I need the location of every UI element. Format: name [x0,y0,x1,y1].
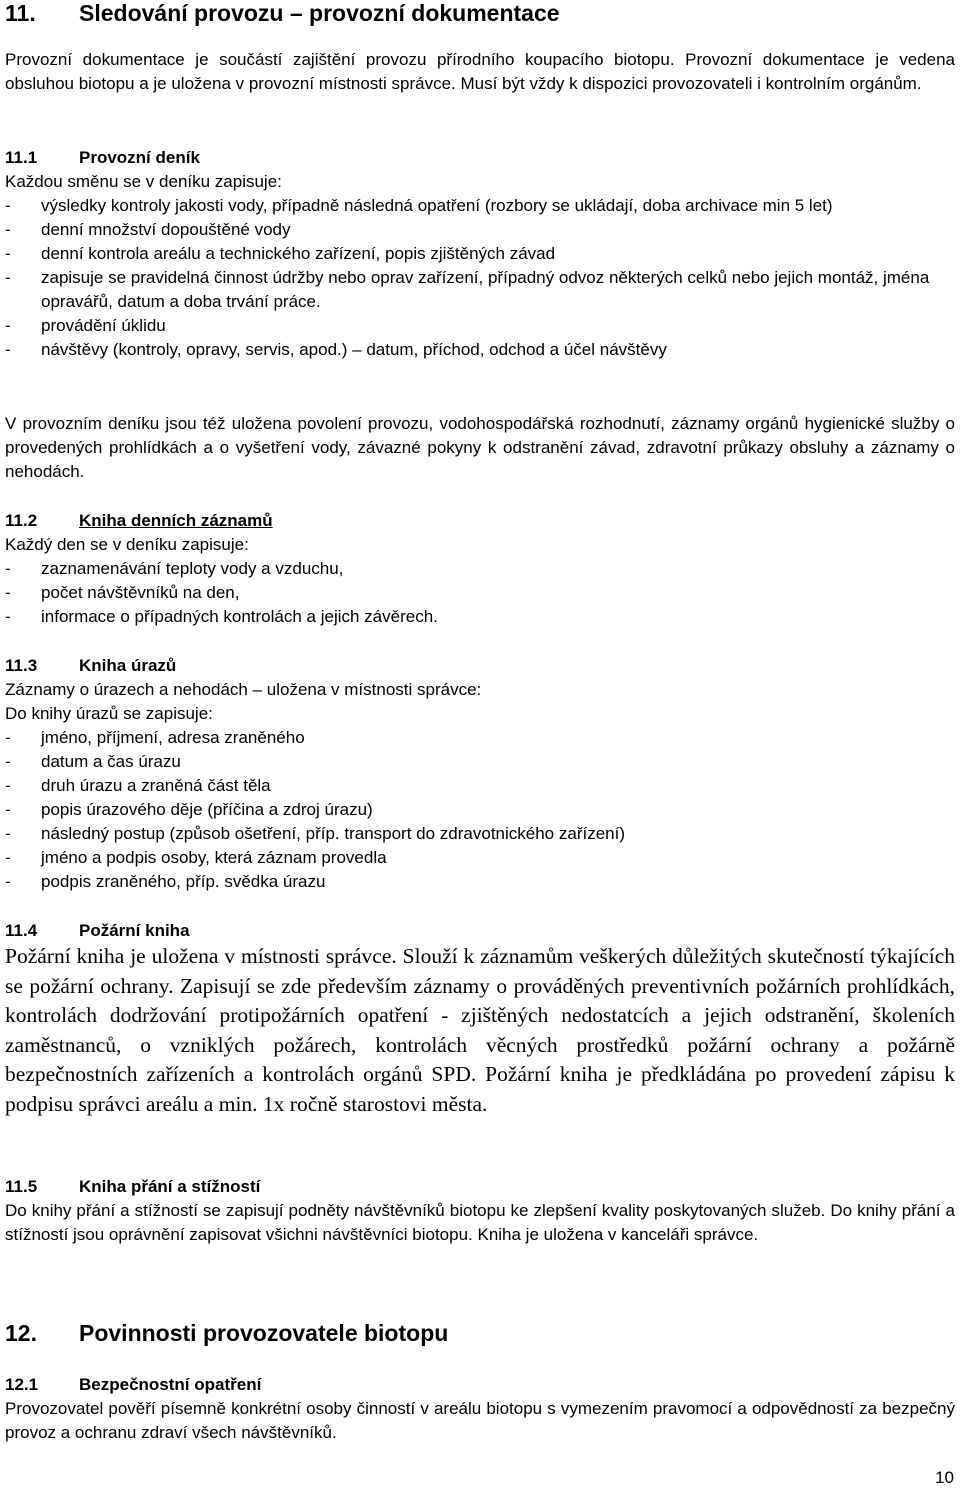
section-number: 11.3 [5,656,38,675]
section-number: 11.1 [5,148,38,167]
list-item: - jméno a podpis osoby, která záznam provedla [5,846,955,870]
list-item: - jméno, příjmení, adresa zraněného [5,726,955,750]
list-item: - zaznamenávání teploty vody a vzduchu, [5,557,955,581]
list-item: - výsledky kontroly jakosti vody, případně následná opatření (rozbory se ukládají, doba archivace min 5 let) [5,194,955,218]
section-12-heading [5,1320,955,1346]
section-11-2-lead: Každý den se v deníku zapisuje: [5,535,249,554]
section-12-1-paragraph: Provozovatel pověří písemně konkrétní osoby činností v areálu biotopu s vymezením pravomocí a odpovědností za bezpečný provoz a ochranu zdraví všech návštěvníků. [5,1399,955,1442]
section-number: 11.2 [5,511,38,530]
section-11-4-paragraph: Požární kniha je uložena v místnosti správce. Slouží k záznamům veškerých důležitých skutečností týkajících se požární ochrany. Zapisují se zde především záznamy o prováděných preventivních požárních prohlídkách, kontrolách dodržování protipožárních opatření - zjištěných nedostatcích a jejich odstranění, školeních zaměstnanců, o vzniklých požárech, kontrolách věcných prostředků požární ochrany a požárně bezpečnostních zařízeních a kontrolách orgánů SPD. Požární kniha je předkládána po provedení zápisu k podpisu správci areálu a min. 1x ročně starostovi města. [5,944,955,1116]
section-title: Kniha přání a stížností [79,1177,261,1196]
section-11-1-paragraph: V provozním deníku jsou též uložena povolení provozu, vodohospodářská rozhodnutí, záznamy orgánů hygienické služby o provedených prohlídkách a o vyšetření vody, závazné pokyny k odstranění závad, zdravotní průkazy obsluhy a záznamy o nehodách. [5,414,955,481]
list-item: - popis úrazového děje (příčina a zdroj úrazu) [5,798,955,822]
section-title: Provozní deník [79,148,200,167]
list-item: - počet návštěvníků na den, [5,581,955,605]
section-11-1-list [5,194,955,362]
section-11-2-list [5,557,955,629]
list-item: - následný postup (způsob ošetření, příp. transport do zdravotnického zařízení) [5,822,955,846]
section-title: Sledování provozu – provozní dokumentace [79,0,560,26]
section-11-3-heading [5,654,955,678]
list-item: - denní kontrola areálu a technického zařízení, popis zjištěných závad [5,242,955,266]
section-title: Kniha úrazů [79,656,177,675]
list-item: - druh úrazu a zraněná část těla [5,774,955,798]
section-number: 11.5 [5,1177,38,1196]
section-number: 12.1 [5,1375,39,1394]
list-item: - zapisuje se pravidelná činnost údržby nebo oprav zařízení, případný odvoz některých celků nebo jejich montáž, jména opravářů, datum a doba trvání práce. [5,266,955,314]
section-11-3-list [5,726,955,894]
section-11-2-heading [5,509,955,533]
list-item: - návštěvy (kontroly, opravy, servis, apod.) – datum, příchod, odchod a účel návštěvy [5,338,955,362]
section-11-3-lead-1: Záznamy o úrazech a nehodách – uložena v místnosti správce: [5,680,482,699]
list-item: - datum a čas úrazu [5,750,955,774]
section-title: Povinnosti provozovatele biotopu [79,1320,449,1346]
section-11-3-lead-2: Do knihy úrazů se zapisuje: [5,704,213,723]
section-11-intro: Provozní dokumentace je součástí zajištění provozu přírodního koupacího biotopu. Provozní dokumentace je vedena obsluhou biotopu a je uložena v provozní místnosti správce. Musí být vždy k dispozici provozovateli i kontrolním orgánům. [5,50,955,93]
section-number: 11.4 [5,921,38,940]
list-item: - provádění úklidu [5,314,955,338]
section-title: Bezpečnostní opatření [79,1375,262,1394]
section-11-5-heading [5,1175,955,1199]
page-number: 10 [935,1468,954,1487]
section-title: Požární kniha [79,921,190,940]
list-item: - podpis zraněného, příp. svědka úrazu [5,870,955,894]
section-title: Kniha denních záznamů [79,511,273,530]
list-item: - denní množství dopouštěné vody [5,218,955,242]
section-12-1-heading [5,1373,955,1397]
section-11-1-lead: Každou směnu se v deníku zapisuje: [5,172,282,191]
section-number: 12. [5,1320,37,1346]
section-number: 11. [5,0,36,26]
section-11-heading [5,0,955,26]
section-11-1-heading [5,146,955,170]
section-11-5-paragraph: Do knihy přání a stížností se zapisují podněty návštěvníků biotopu ke zlepšení kvality poskytovaných služeb. Do knihy přání a stížností jsou oprávnění zapisovat všichni návštěvníci biotopu. Kniha je uložena v kanceláři správce. [5,1201,955,1244]
list-item: - informace o případných kontrolách a jejich závěrech. [5,605,955,629]
section-11-4-heading [5,919,955,943]
